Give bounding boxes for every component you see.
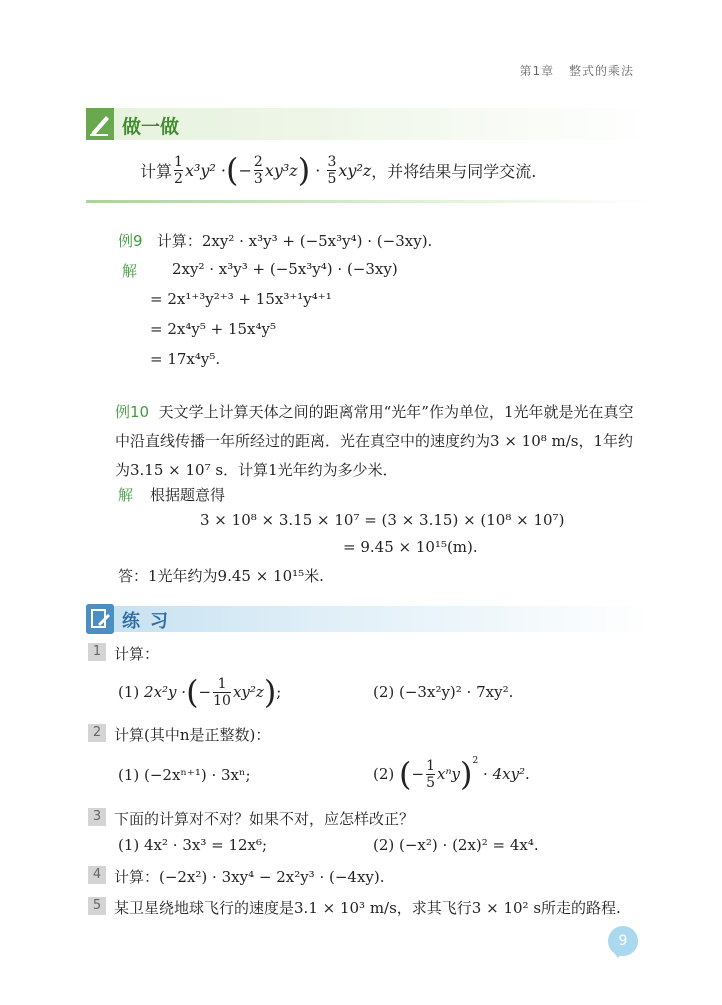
divider xyxy=(86,200,652,203)
example9-jie: 解 xyxy=(122,262,138,280)
fraction-1-10 xyxy=(213,676,231,709)
question-1-part-2: (2) (−3x²y)² · 7xy². xyxy=(373,683,514,701)
example9-label: 例9 xyxy=(118,232,143,250)
example9-problem: 计算：2xy² · x³y³ + (−5x³y⁴) · (−3xy). xyxy=(156,232,433,250)
term-3: xy²z xyxy=(338,160,372,180)
question-2-part-2: (2) ( − $\frac{1}{5}$ xⁿy ) $^2$ · 4xy². xyxy=(373,755,530,793)
example10-intro: 根据题意得 xyxy=(150,486,226,504)
example9-step-4: = 17x⁴y⁵. xyxy=(150,350,221,368)
term-1: x³y² · xyxy=(184,160,226,180)
fraction-2-3 xyxy=(254,154,263,187)
example10-answer: 答：1光年约为9.45 × 10¹⁵米. xyxy=(118,567,324,585)
practice-title: 练习 xyxy=(122,611,178,632)
example9-step-2: = 2x¹⁺³y²⁺³ + 15x³⁺¹y⁴⁺¹ xyxy=(150,290,332,308)
term-2: xy³z xyxy=(264,160,298,180)
example9-step-1: 2xy² · x³y³ + (−5x³y⁴) · (−3xy) xyxy=(172,260,398,278)
part-label: (1) xyxy=(118,683,140,701)
doyi-title: 做一做 xyxy=(122,116,180,138)
page-number: 9 xyxy=(608,926,638,956)
term: xy²z xyxy=(232,683,264,701)
term: · 4xy². xyxy=(483,765,530,783)
question-2-part-1: (1) (−2xⁿ⁺¹) · 3xⁿ; xyxy=(118,766,251,784)
example10-line-1: 3 × 10⁸ × 3.15 × 10⁷ = (3 × 3.15) × (10⁸ × 10⁷) xyxy=(200,511,565,529)
fraction-3-5 xyxy=(327,154,336,187)
chapter-title: 整式的乘法 xyxy=(568,64,634,78)
example10-line-2: = 9.45 × 10¹⁵(m). xyxy=(343,538,478,556)
page-number-tail xyxy=(612,950,624,958)
fraction-denominator: 2 xyxy=(174,170,183,187)
question-3-text: 下面的计算对不对？如果不对，应怎样改正？ xyxy=(114,810,415,828)
fraction-numerator: 3 xyxy=(327,153,337,170)
example9-problem-line xyxy=(118,230,432,251)
running-header xyxy=(520,62,634,79)
fraction-numerator: 1 xyxy=(174,153,183,170)
fraction-denominator: 5 xyxy=(426,774,436,791)
pencil-ruler-icon xyxy=(86,108,114,140)
fraction-numerator: 1 xyxy=(426,757,436,774)
example10-jie: 解 xyxy=(118,486,134,504)
fraction-1-2 xyxy=(174,154,183,187)
term: xⁿy xyxy=(437,765,461,783)
question-number: 4 xyxy=(88,866,106,884)
doyi-post: ，并将结果与同学交流. xyxy=(371,161,537,181)
question-5-text: 某卫星绕地球飞行的速度是3.1 × 10³ m/s，求其飞行3 × 10² s所走的路程. xyxy=(114,899,621,917)
question-number: 2 xyxy=(88,724,106,742)
question-3-part-2: (2) (−x²) · (2x)² = 4x⁴. xyxy=(373,836,539,854)
question-4-text: 计算：(−2x²) · 3xy⁴ − 2x²y³ · (−4xy). xyxy=(114,868,385,886)
fraction-1-5 xyxy=(426,758,435,791)
fraction-numerator: 2 xyxy=(253,153,263,170)
fraction-denominator: 5 xyxy=(327,170,337,187)
chapter-label: 第1章 xyxy=(519,64,555,78)
doyi-problem: 计算 $\frac{1}{2}$ x³y² · ( − $\frac{2}{3}$ xy³z ) · $\frac{3}{5}$ xy²z ，并将结果与同学交流. xyxy=(140,151,537,189)
question-1-text: 计算： xyxy=(114,645,160,663)
fraction-denominator: 3 xyxy=(253,170,263,187)
example10-label: 例10 xyxy=(115,403,150,421)
question-number: 3 xyxy=(88,808,106,826)
part-label: (2) xyxy=(373,765,395,783)
fraction-numerator: 1 xyxy=(217,675,227,692)
question-1-part-1: (1) 2x²y · ( − $\frac{1}{10}$ xy²z ) ; xyxy=(118,673,282,711)
example9-step-3: = 2x⁴y⁵ + 15x⁴y⁵ xyxy=(150,320,276,338)
example10-text: 天文学上计算天体之间的距离常用“光年”作为单位，1光年就是光在真空中沿直线传播一年所经过的距离．光在真空中的速度约为3 × 10⁸ m/s，1年约为3.15 × 10⁷ s．计算1光年约为多少米． xyxy=(115,403,634,479)
notebook-pencil-icon xyxy=(86,604,114,634)
question-number: 1 xyxy=(88,643,106,661)
fraction-denominator: 10 xyxy=(213,692,231,709)
question-2-text: 计算(其中n是正整数)： xyxy=(114,726,271,744)
example10-problem xyxy=(115,398,635,485)
question-3-part-1: (1) 4x² · 3x³ = 12x⁶; xyxy=(118,836,268,854)
doyi-pre: 计算 xyxy=(140,161,173,181)
question-number: 5 xyxy=(88,897,106,915)
term: 2x²y · xyxy=(144,683,187,701)
